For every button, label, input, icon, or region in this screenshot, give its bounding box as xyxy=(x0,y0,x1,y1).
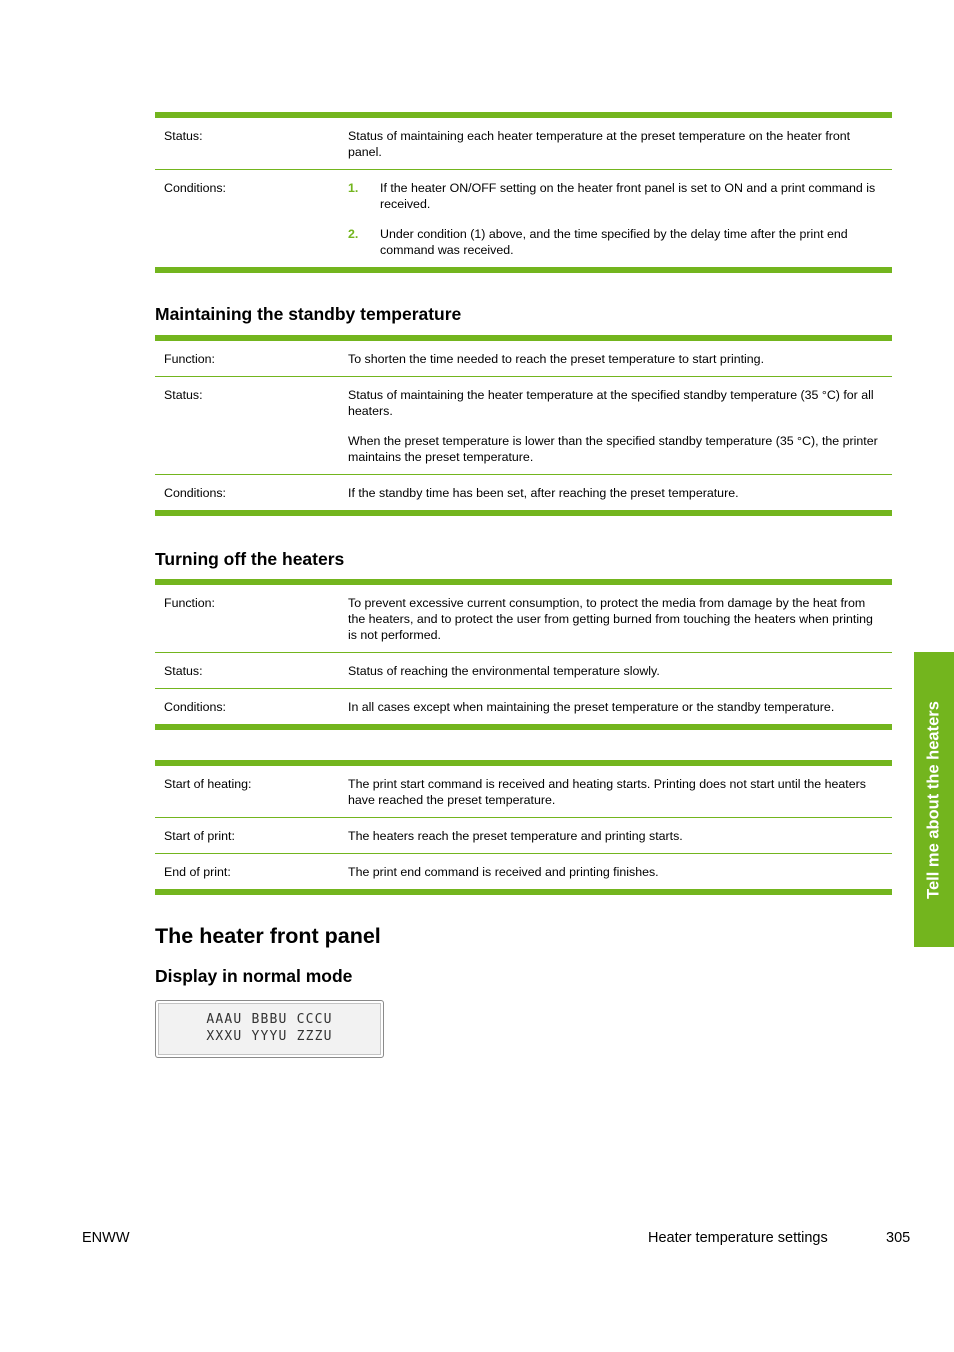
row-value: To prevent excessive current consumption, to protect the media from damage by the heat from the heaters, and to protect the user from getting burned from touching the heaters when printing is not performed. xyxy=(348,596,873,642)
item-number: 1. xyxy=(348,181,359,195)
table-bottom-rule xyxy=(155,724,892,730)
row-label: Status: xyxy=(164,388,203,402)
table-row xyxy=(155,653,892,689)
table-row xyxy=(155,475,892,510)
table-bottom-rule xyxy=(155,510,892,516)
numbered-item xyxy=(348,226,884,258)
lcd-display-illustration xyxy=(155,1000,384,1058)
row-value: The print start command is received and heating starts. Printing does not start until the heaters have reached the preset temperature. xyxy=(348,777,866,807)
table-bottom-rule xyxy=(155,267,892,273)
numbered-item xyxy=(348,180,884,212)
section-heading-standby: Maintaining the standby temperature xyxy=(155,304,462,324)
row-label: Conditions: xyxy=(164,700,226,714)
row-label: End of print: xyxy=(164,865,231,879)
row-value: In all cases except when maintaining the preset temperature or the standby temperature. xyxy=(348,700,835,714)
row-value: To shorten the time needed to reach the preset temperature to start printing. xyxy=(348,352,765,366)
footer-chapter-title: Heater temperature settings xyxy=(648,1230,828,1246)
item-text: If the heater ON/OFF setting on the heater front panel is set to ON and a print command is received. xyxy=(380,181,876,211)
table-row xyxy=(155,818,892,854)
row-value: Status of maintaining each heater temperature at the preset temperature on the heater front panel. xyxy=(348,129,851,159)
table-heaters-off xyxy=(155,579,892,730)
row-value: Status of maintaining the heater temperature at the specified standby temperature (35 °C) for all heaters. When the preset temperature is lower than the specified standby temperature (35 °C), the printer maintains the preset temperature. xyxy=(348,388,878,464)
table-print-phases xyxy=(155,760,892,895)
row-value: The print end command is received and printing finishes. xyxy=(348,865,659,879)
row-value: The heaters reach the preset temperature and printing starts. xyxy=(348,829,683,843)
table-row xyxy=(155,766,892,818)
row-label: Conditions: xyxy=(164,486,226,500)
table-row xyxy=(155,170,892,267)
row-label: Function: xyxy=(164,596,215,610)
table-row xyxy=(155,341,892,377)
row-value: Status of reaching the environmental temperature slowly. xyxy=(348,664,660,678)
row-label: Start of print: xyxy=(164,829,235,843)
row-label: Conditions: xyxy=(164,181,226,195)
row-label: Function: xyxy=(164,352,215,366)
row-label: Start of heating: xyxy=(164,777,252,791)
table-row xyxy=(155,689,892,724)
footer-left: ENWW xyxy=(82,1230,130,1246)
item-number: 2. xyxy=(348,227,359,241)
row-label: Status: xyxy=(164,664,203,678)
chapter-side-tab xyxy=(914,652,954,947)
page-section-title: The heater front panel xyxy=(155,924,381,948)
row-value xyxy=(348,170,892,267)
table-row xyxy=(155,585,892,653)
item-text: Under condition (1) above, and the time specified by the delay time after the print end command was received. xyxy=(380,227,848,257)
lcd-line-1: AAAU BBBU CCCU xyxy=(206,1012,333,1027)
table-standby xyxy=(155,335,892,516)
table-row xyxy=(155,377,892,475)
subsection-heading: Display in normal mode xyxy=(155,966,353,986)
row-label: Status: xyxy=(164,129,203,143)
table-heater-status xyxy=(155,112,892,273)
chapter-tab-label: Tell me about the heaters xyxy=(924,700,943,899)
page-number: 305 xyxy=(886,1230,911,1246)
table-row xyxy=(155,118,892,170)
row-value: If the standby time has been set, after reaching the preset temperature. xyxy=(348,486,739,500)
table-row xyxy=(155,854,892,889)
section-heading-off: Turning off the heaters xyxy=(155,549,345,569)
table-bottom-rule xyxy=(155,889,892,895)
lcd-line-2: XXXU YYYU ZZZU xyxy=(206,1029,333,1044)
